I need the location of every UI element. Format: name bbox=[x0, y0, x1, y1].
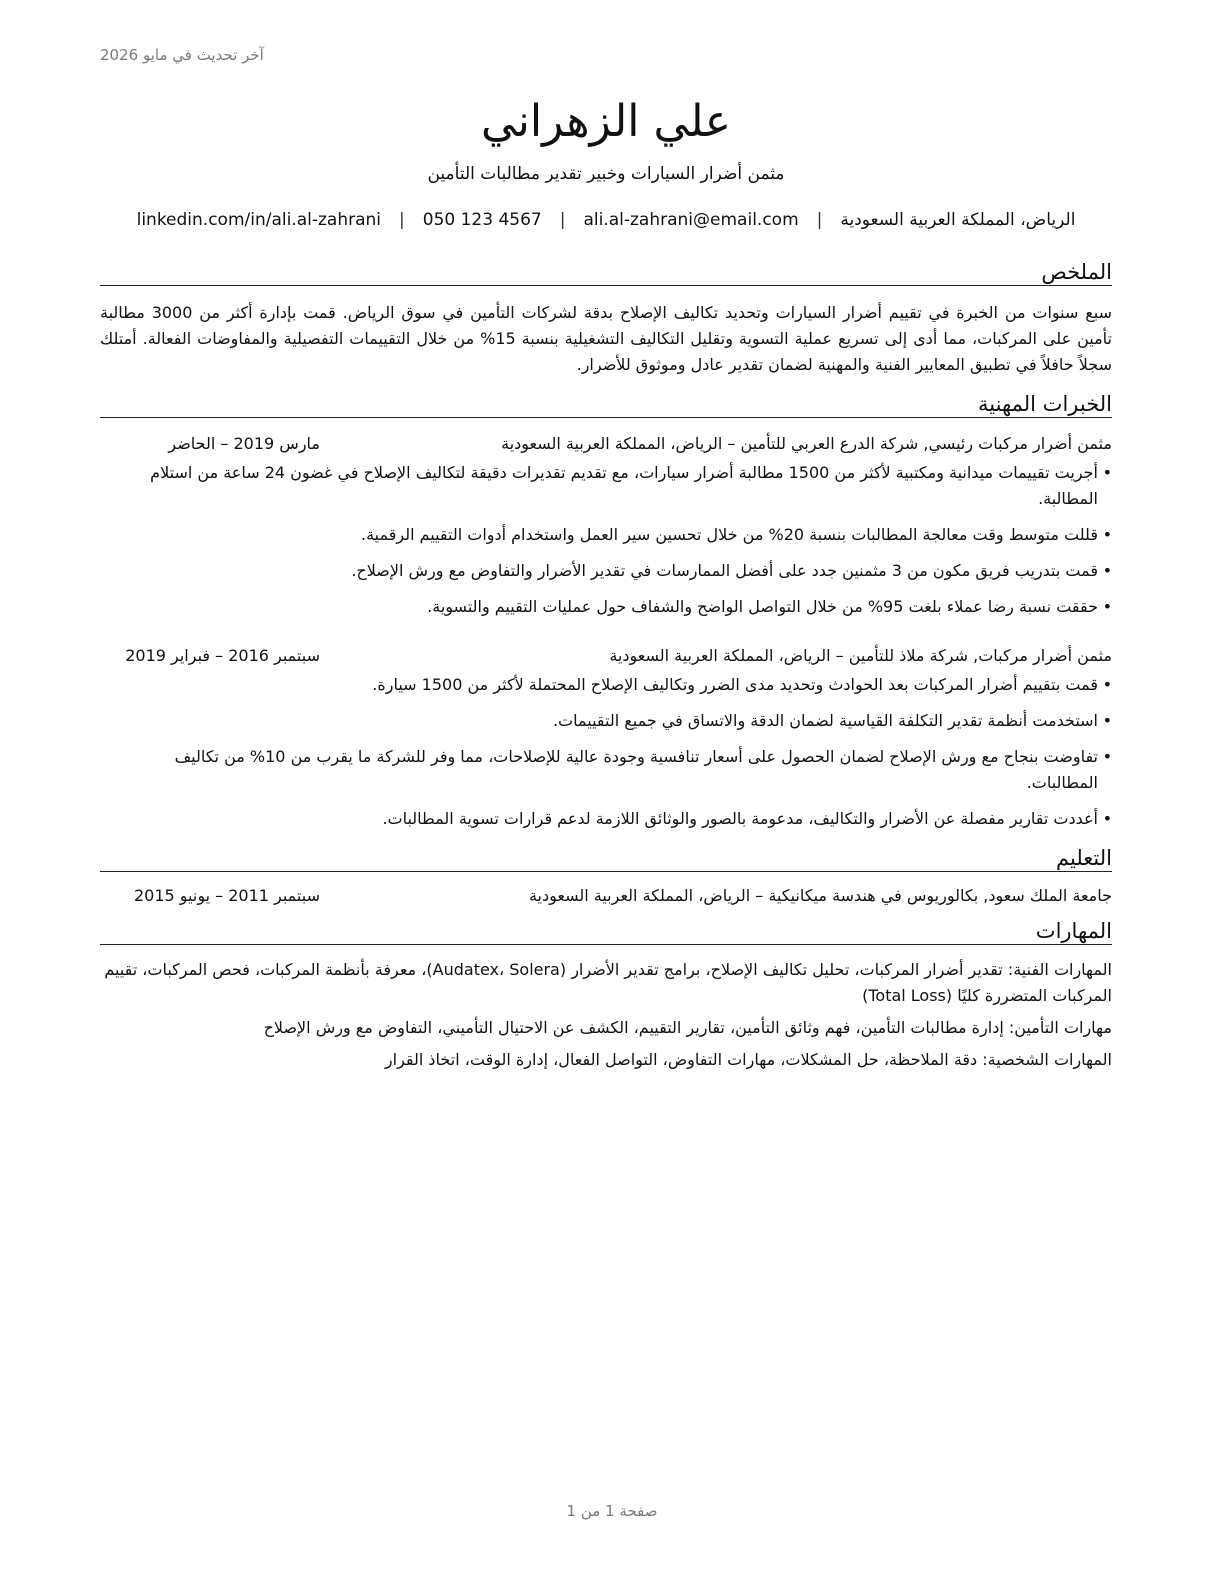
job-bullet: • قمت بتقييم أضرار المركبات بعد الحوادث وتحديد مدى الضرر وتكاليف الإصلاح المحتملة لأكثر من 1500 سيارة. bbox=[100, 672, 1112, 698]
job-header bbox=[100, 644, 1112, 668]
contact-email[interactable]: ali.al-zahrani@email.com bbox=[583, 210, 799, 230]
skill-line-insurance: مهارات التأمين: إدارة مطالبات التأمين، فهم وثائق التأمين، تقارير التقييم، الكشف عن الاحتيال التأميني، التفاوض مع ورش الإصلاح bbox=[263, 1018, 1112, 1037]
job-bullet: • أعددت تقارير مفصلة عن الأضرار والتكاليف، مدعومة بالصور والوثائق اللازمة لدعم قرارات تسوية المطالبات. bbox=[100, 806, 1112, 832]
skills-heading: المهارات bbox=[100, 919, 1112, 945]
experience-heading: الخبرات المهنية bbox=[100, 392, 1112, 418]
job-bullet: • تفاوضت بنجاح مع ورش الإصلاح لضمان الحصول على أسعار تنافسية وجودة عالية للإصلاحات، مما وفر للشركة ما يقرب من 10% من تكاليف المطالبات. bbox=[100, 744, 1112, 796]
job-position: مثمن أضرار مركبات رئيسي, شركة الدرع العربي للتأمين – الرياض، المملكة العربية السعودية bbox=[501, 434, 1112, 453]
experience-section bbox=[100, 392, 1112, 832]
skill-line-technical: المهارات الفنية: تقدير أضرار المركبات، تحليل تكاليف الإصلاح، برامج تقدير الأضرار (Audatex، Solera)، معرفة بأنظمة المركبات، فحص المركبات، تقييم المركبات المتضررة كليًا (Total Loss) bbox=[104, 960, 1112, 1005]
education-heading: التعليم bbox=[100, 846, 1112, 872]
candidate-name: علي الزهراني bbox=[480, 96, 731, 147]
job-entry bbox=[100, 432, 1112, 620]
education-place: جامعة الملك سعود, بكالوريوس في هندسة ميكانيكية – الرياض، المملكة العربية السعودية bbox=[528, 886, 1112, 905]
contact-phone: 050 123 4567 bbox=[422, 210, 542, 230]
last-updated-note: آخر تحديث في مايو 2026 bbox=[100, 46, 264, 64]
summary-section bbox=[100, 260, 1112, 378]
job-bullet: • قمت بتدريب فريق مكون من 3 مثمنين جدد على أفضل الممارسات في تقدير الأضرار والتفاوض مع ورش الإصلاح. bbox=[100, 558, 1112, 584]
contact-separator: | bbox=[559, 210, 566, 230]
job-position: مثمن أضرار مركبات, شركة ملاذ للتأمين – الرياض، المملكة العربية السعودية bbox=[609, 646, 1112, 665]
education-section bbox=[100, 846, 1112, 905]
job-bullet: • قللت متوسط وقت معالجة المطالبات بنسبة 20% من خلال تحسين سير العمل واستخدام أدوات التقييم الرقمية. bbox=[100, 522, 1112, 548]
contact-line bbox=[100, 210, 1112, 230]
job-bullets bbox=[100, 460, 1112, 620]
job-entry bbox=[100, 644, 1112, 832]
skill-line-personal: المهارات الشخصية: دقة الملاحظة، حل المشكلات، مهارات التفاوض، التواصل الفعال، إدارة الوقت، اتخاذ القرار bbox=[384, 1050, 1112, 1069]
summary-text: سبع سنوات من الخبرة في تقييم أضرار السيارات وتحديد تكاليف الإصلاح بدقة لشركات التأمين في سوق الرياض. قمت بإدارة أكثر من 3000 مطالبة تأمين على المركبات، مما أدى إلى تسريع عملية التسوية وتقليل التكاليف التشغيلية بنسبة 15% من خلال التقييمات التفصيلية والمفاوضات الفعالة. أمتلك سجلاً حافلاً في تطبيق المعايير الفنية والمهنية لضمان تقدير عادل وموثوق للأضرار. bbox=[100, 303, 1113, 374]
page-number: صفحة 1 من 1 bbox=[566, 1502, 658, 1520]
job-bullets bbox=[100, 672, 1112, 832]
job-dates: مارس 2019 – الحاضر bbox=[168, 434, 320, 453]
education-entry bbox=[100, 886, 1112, 905]
education-dates: سبتمبر 2011 – يونيو 2015 bbox=[133, 886, 320, 905]
contact-separator: | bbox=[816, 210, 823, 230]
job-bullet: • أجريت تقييمات ميدانية ومكتبية لأكثر من 1500 مطالبة أضرار سيارات، مع تقديم تقديرات دقيقة لتكاليف الإصلاح في غضون 24 ساعة من استلام المطالبة. bbox=[100, 460, 1112, 512]
job-bullet: • حققت نسبة رضا عملاء بلغت 95% من خلال التواصل الواضح والشفاف حول عمليات التقييم والتسوية. bbox=[100, 594, 1112, 620]
skills-section bbox=[100, 919, 1112, 1073]
contact-linkedin[interactable]: linkedin.com/in/ali.al-zahrani bbox=[136, 210, 382, 230]
job-dates: سبتمبر 2016 – فبراير 2019 bbox=[125, 646, 320, 665]
contact-location: الرياض، المملكة العربية السعودية bbox=[840, 210, 1076, 230]
resume-content bbox=[100, 92, 1112, 1073]
summary-heading: الملخص bbox=[100, 260, 1112, 286]
job-title: مثمن أضرار السيارات وخبير تقدير مطالبات التأمين bbox=[427, 164, 785, 184]
job-bullet: • استخدمت أنظمة تقدير التكلفة القياسية لضمان الدقة والاتساق في جميع التقييمات. bbox=[100, 708, 1112, 734]
contact-separator: | bbox=[399, 210, 405, 230]
job-header bbox=[100, 432, 1112, 456]
